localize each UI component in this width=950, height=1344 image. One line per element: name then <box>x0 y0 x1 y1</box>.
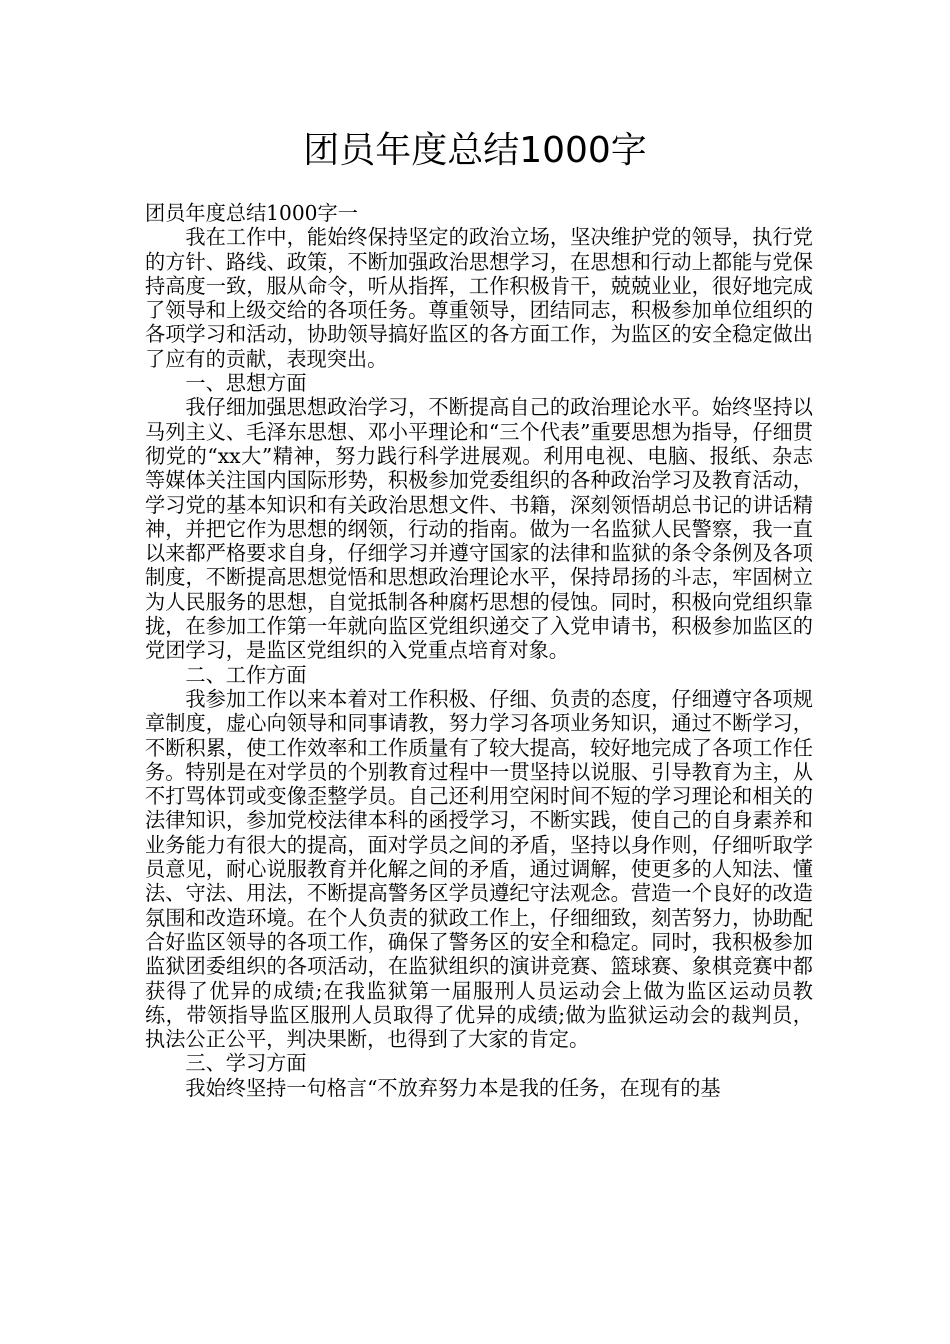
paragraph-intro: 我在工作中，能始终保持坚定的政治立场，坚决维护党的领导，执行党的方针、路线、政策，不断加强政治思想学习，在思想和行动上都能与党保持高度一致，服从命令，听从指挥，工作积极肯干，兢兢业业，很好地完成了领导和上级交给的各项任务。尊重领导，团结同志，积极参加单位组织的各项学习和活动，协助领导搞好监区的各方面工作，为监区的安全稳定做出了应有的贡献，表现突出。 <box>145 225 813 371</box>
document-body <box>145 201 813 1100</box>
section-subtitle: 团员年度总结1000字一 <box>145 201 358 225</box>
heading-work: 二、工作方面 <box>185 662 307 687</box>
heading-thought: 一、思想方面 <box>185 371 307 396</box>
heading-study: 三、学习方面 <box>185 1051 307 1076</box>
paragraph-work: 我参加工作以来本着对工作积极、仔细、负责的态度，仔细遵守各项规章制度，虚心向领导和同事请教，努力学习各项业务知识，通过不断学习，不断积累，使工作效率和工作质量有了较大提高，较好地完成了各项工作任务。特别是在对学员的个别教育过程中一贯坚持以说服、引导教育为主，从不打骂体罚或变像歪整学员。自己还利用空闲时间不短的学习理论和相关的法律知识，参加党校法律本科的函授学习，不断实践，使自己的自身素养和业务能力有很大的提高，面对学员之间的矛盾，坚持以身作则，仔细听取学员意见，耐心说服教育并化解之间的矛盾，通过调解，使更多的人知法、懂法、守法、用法，不断提高警务区学员遵纪守法观念。营造一个良好的改造氛围和改造环境。在个人负责的狱政工作上，仔细细致，刻苦努力，协助配合好监区领导的各项工作，确保了警务区的安全和稳定。同时，我积极参加监狱团委组织的各项活动，在监狱组织的演讲竞赛、篮球赛、象棋竞赛中都获得了优异的成绩;在我监狱第一届服刑人员运动会上做为监区运动员教练，带领指导监区服刑人员取得了优异的成绩;做为监狱运动会的裁判员，执法公正公平，判决果断，也得到了大家的肯定。 <box>145 686 813 1052</box>
paragraph-thought: 我仔细加强思想政治学习，不断提高自己的政治理论水平。始终坚持以马列主义、毛泽东思想、邓小平理论和“三个代表”重要思想为指导，仔细贯彻党的“xx大”精神，努力践行科学进展观。利用电视、电脑、报纸、杂志等媒体关注国内国际形势，积极参加党委组织的各种政治学习及教育活动，学习党的基本知识和有关政治思想文件、书籍，深刻领悟胡总书记的讲话精神，并把它作为思想的纲领，行动的指南。做为一名监狱人民警察，我一直以来都严格要求自身，仔细学习并遵守国家的法律和监狱的条令条例及各项制度，不断提高思想觉悟和思想政治理论水平，保持昂扬的斗志，牢固树立为人民服务的思想，自觉抵制各种腐朽思想的侵蚀。同时，积极向党组织靠拢，在参加工作第一年就向监区党组织递交了入党申请书，积极参加监区的党团学习，是监区党组织的入党重点培育对象。 <box>145 395 813 663</box>
paragraph-study: 我始终坚持一句格言“不放弃努力本是我的任务，在现有的基 <box>185 1075 721 1100</box>
page-title: 团员年度总结1000字 <box>303 130 647 171</box>
